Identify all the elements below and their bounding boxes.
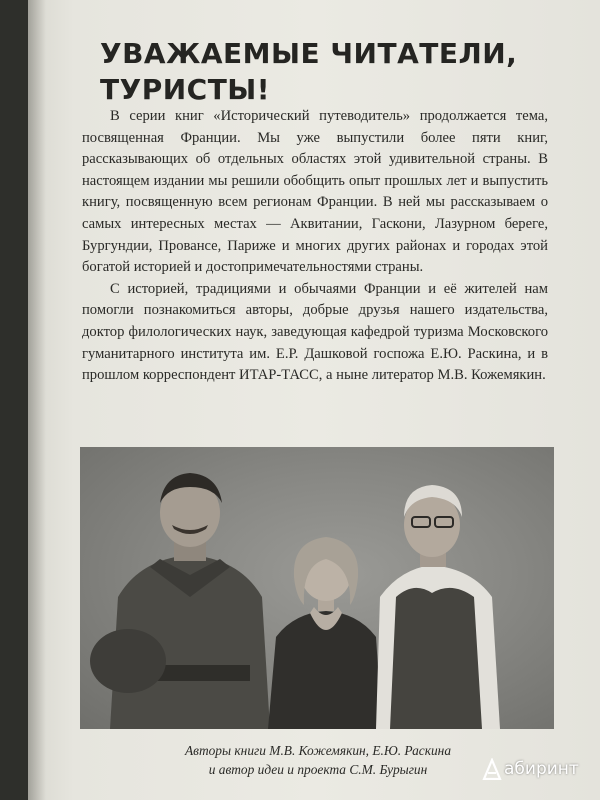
- authors-photo: [80, 447, 554, 729]
- person-left-figure: [90, 473, 270, 729]
- labirint-watermark: [482, 758, 579, 780]
- page-gutter-shadow: [28, 0, 46, 800]
- heading-line-1: УВАЖАЕМЫЕ ЧИТАТЕЛИ,: [100, 37, 518, 70]
- page-heading: [100, 36, 560, 108]
- paragraph-1: В серии книг «Исторический путеводитель» продолжается тема, посвященная Франции. Мы уже выпустили более пяти книг, рассказывающих об отдельных областях этой удивительной страны. В настоящем издании мы решили обобщить опыт прошлых лет и выпустить книгу, посвященную всем регионам Франции. В ней мы рассказываем о самых интересных местах — Аквитании, Гаскони, Лазурном береге, Бургундии, Провансе, Париже и многих других районах и городах этой богатой историей и достопримечательностями страны.: [82, 108, 548, 276]
- caption-line-2: и автор идеи и проекта С.М. Бурыгин: [208, 762, 428, 777]
- paragraph-2: С историей, традициями и обычаями Франции и её жителей нам помогли познакомиться авторы, добрые друзья нашего издательства, доктор филологических наук, заведующая кафедрой туризма Московского гуманитарного института им. Е.Р. Дашковой госпожа Е.Ю. Раскина, и в прошлом корреспондент ИТАР-ТАСС, а ныне литератор М.В. Кожемякин.: [82, 280, 548, 384]
- body-text: [82, 106, 548, 387]
- heading-line-2: ТУРИСТЫ!: [100, 73, 271, 106]
- watermark-text: абиринт: [504, 759, 579, 779]
- authors-photo-illustration: [80, 447, 554, 729]
- photo-caption: [88, 741, 548, 779]
- book-page: [28, 0, 600, 800]
- person-middle-figure: [268, 537, 382, 729]
- person-right-figure: [376, 485, 500, 729]
- labirint-logo-icon: [482, 758, 502, 780]
- caption-line-1: Авторы книги М.В. Кожемякин, Е.Ю. Раскина: [184, 743, 452, 758]
